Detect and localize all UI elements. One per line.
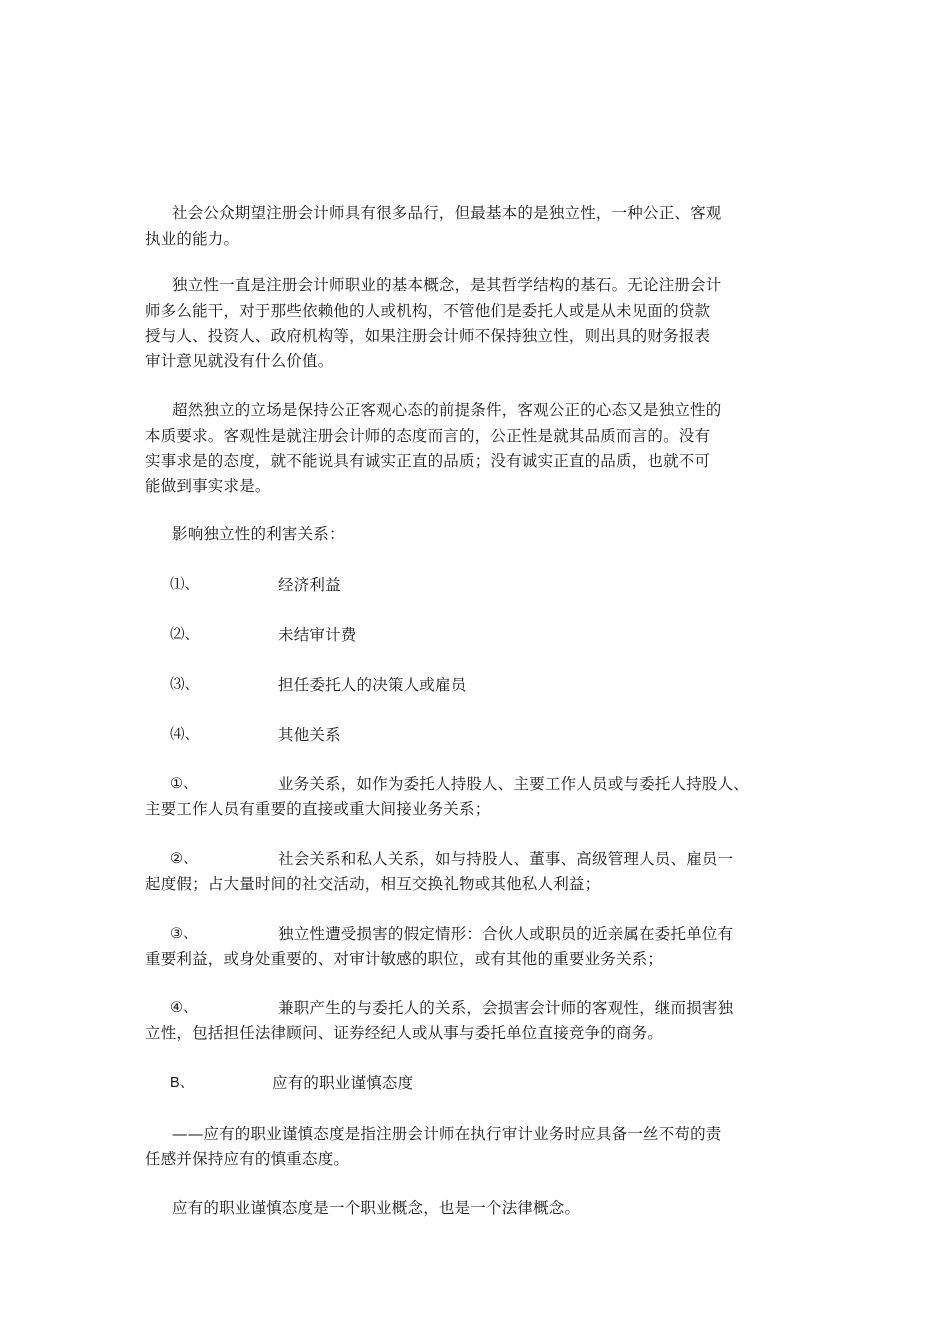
subitem-2-text: 社会关系和私人关系，如与持股人、董事、高级管理人员、雇员一 (278, 850, 734, 868)
section-b-marker: B、 (170, 1075, 195, 1091)
paragraph-2-line-1: 独立性一直是注册会计师职业的基本概念，是其哲学结构的基石。无论注册会计 (172, 276, 722, 294)
item-3-marker: ⑶、 (170, 677, 199, 693)
paragraph-3-line-2: 本质要求。客观性是就注册会计师的态度而言的，公正性是就其品质而言的。没有 (145, 427, 711, 445)
paragraph-6: 应有的职业谨慎态度是一个职业概念，也是一个法律概念。 (172, 1199, 581, 1217)
paragraph-2-line-3: 授与人、投资人、政府机构等，如果注册会计师不保持独立性，则出具的财务报表 (145, 327, 711, 345)
item-1-marker: ⑴、 (170, 577, 199, 593)
subitem-3-text: 独立性遭受损害的假定情形：合伙人或职员的近亲属在委托单位有 (278, 925, 734, 943)
item-2-text: 未结审计费 (278, 626, 357, 644)
item-3-text: 担任委托人的决策人或雇员 (278, 676, 467, 694)
paragraph-5-line-1: ——应有的职业谨慎态度是指注册会计师在执行审计业务时应具备一丝不苟的责 (172, 1125, 722, 1143)
subitem-1-marker: ①、 (170, 776, 198, 792)
item-1-text: 经济利益 (278, 576, 341, 594)
paragraph-3-line-4: 能做到事实求是。 (145, 477, 271, 495)
subitem-3-continuation: 重要利益，或身处重要的、对审计敏感的职位，或有其他的重要业务关系； (145, 950, 664, 968)
subitem-3-marker: ③、 (170, 926, 198, 942)
paragraph-2-line-4: 审计意见就没有什么价值。 (145, 352, 334, 370)
item-4-text: 其他关系 (278, 726, 341, 744)
paragraph-1-line-2: 执业的能力。 (145, 230, 240, 248)
paragraph-1-line-1: 社会公众期望注册会计师具有很多品行，但最基本的是独立性，一种公正、客观 (172, 204, 722, 222)
item-4-marker: ⑷、 (170, 727, 199, 743)
subitem-4-marker: ④、 (170, 1000, 198, 1016)
paragraph-5-line-2: 任感并保持应有的慎重态度。 (145, 1150, 350, 1168)
paragraph-3-line-3: 实事求是的态度，就不能说具有诚实正直的品质；没有诚实正直的品质，也就不可 (145, 452, 711, 470)
paragraph-3-line-1: 超然独立的立场是保持公正客观心态的前提条件，客观公正的心态又是独立性的 (172, 401, 722, 419)
subitem-4-text: 兼职产生的与委托人的关系，会损害会计师的客观性，继而损害独 (278, 999, 734, 1017)
subitem-2-marker: ②、 (170, 851, 198, 867)
subitem-4-continuation: 立性，包括担任法律顾问、证券经纪人或从事与委托单位直接竞争的商务。 (145, 1024, 664, 1042)
section-b-heading: 应有的职业谨慎态度 (272, 1074, 414, 1092)
paragraph-2-line-2: 师多么能干，对于那些依赖他的人或机构，不管他们是委托人或是从未见面的贷款 (145, 302, 711, 320)
paragraph-4: 影响独立性的利害关系： (172, 525, 345, 543)
subitem-2-continuation: 起度假；占大量时间的社交活动，相互交换礼物或其他私人利益； (145, 875, 601, 893)
subitem-1-text: 业务关系，如作为委托人持股人、主要工作人员或与委托人持股人、 (278, 775, 750, 793)
subitem-1-continuation: 主要工作人员有重要的直接或重大间接业务关系； (145, 800, 491, 818)
item-2-marker: ⑵、 (170, 627, 199, 643)
